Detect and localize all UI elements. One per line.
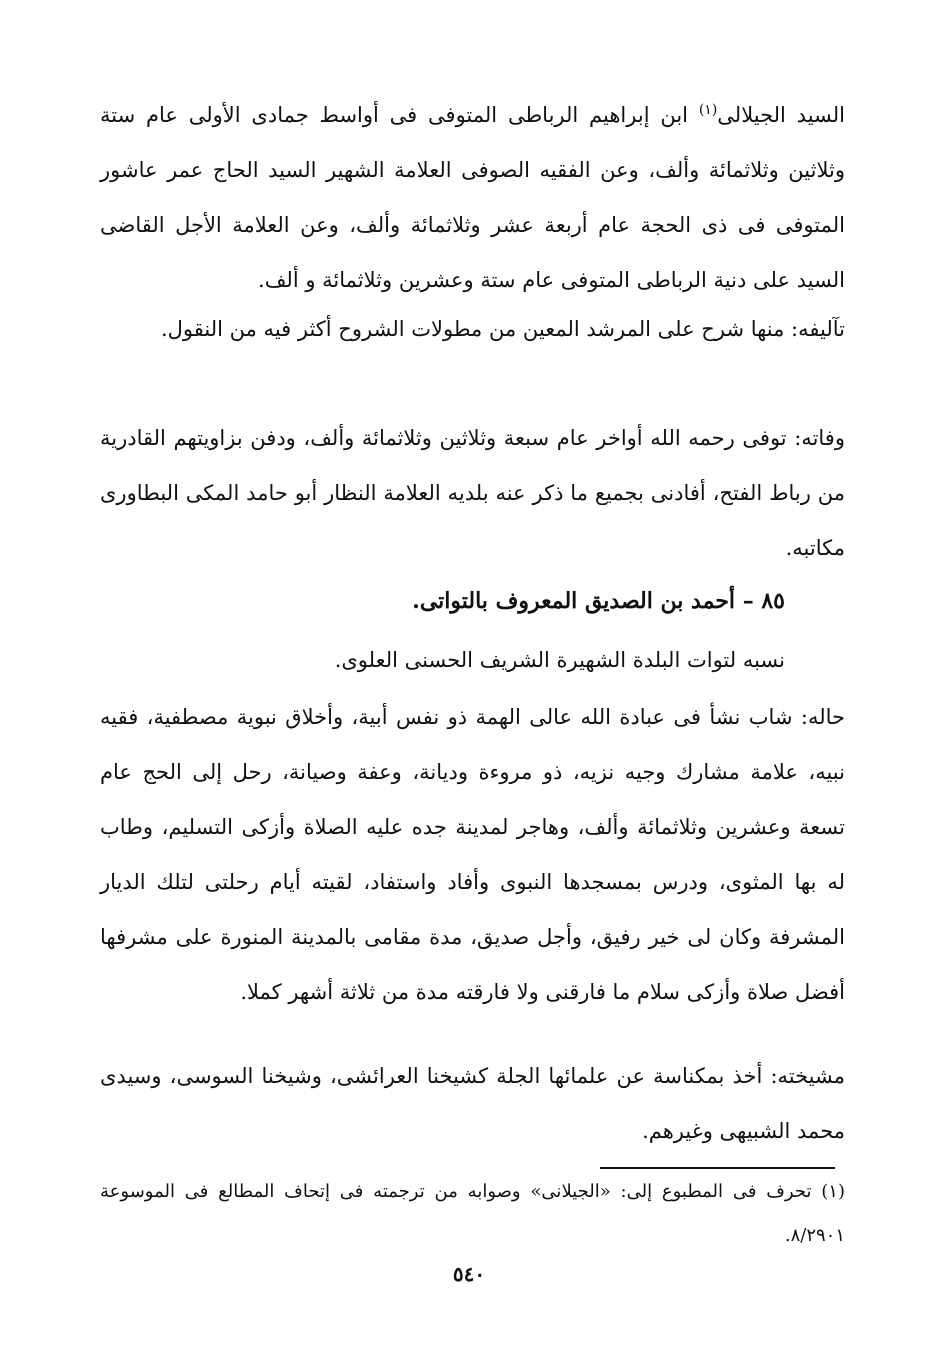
paragraph-teachers: مشيخته: أخذ بمكناسة عن علمائها الجلة كشيخنا العرائشى، وشيخنا السوسى، وسيدى محمد الشبيهى وغيرهم. [100,1064,845,1143]
footnote: (١) تحرف فى المطبوع إلى: «الجيلانى» وصوابه من ترجمته فى إتحاف المطالع فى الموسوعة ٨/٢٩٠١. [100,1181,845,1246]
paragraph-1-rest: ابن إبراهيم الرباطى المتوفى فى أواسط جمادى الأولى عام ستة وثلاثين وثلاثمائة وألف، وعن الفقيه الصوفى العلامة الشهير السيد الحاج عمر عاشور المتوفى فى ذى الحجة عام أربعة عشر وثلاثمائة وألف، وعن العلامة الأجل القاضى السيد على دنية الرباطى المتوفى عام ستة وعشرين وثلاثمائة و ألف. [100,103,845,292]
page-number: ٥٤٠ [452,1262,486,1286]
paragraph-death: وفاته: توفى رحمه الله أواخر عام سبعة وثلاثين وثلاثمائة وألف، ودفن بزاويتهم القادرية من رباط الفتح، أفادنى بجميع ما ذكر عنه بلديه العلامة النظار أبو حامد المكى البطاورى مكاتبه. [100,426,845,560]
paragraph-biography: حاله: شاب نشأ فى عبادة الله عالى الهمة ذو نفس أبية، وأخلاق نبوية مصطفية، فقيه نبيه، علامة مشارك وجيه نزيه، ذو مروءة وديانة، وعفة وصيانة، رحل إلى الحج عام تسعة وعشرين وثلاثمائة وألف، وهاجر لمدينة جده عليه الصلاة وأزكى التسليم، وطاب له بها المثوى، ودرس بمسجدها النبوى وأفاد واستفاد، لقيته أيام رحلتى لتلك الديار المشرفة وكان لى خير رفيق، وأجل صديق، مدة مقامى بالمدينة المنورة على مشرفها أفضل صلاة وأزكى سلام ما فارقنى ولا فارقته مدة من ثلاثة أشهر كملا. [100,705,845,1004]
entry-heading: ٨٥ – أحمد بن الصديق المعروف بالتواتى. [412,588,785,614]
footnote-marker: (١) [698,102,718,118]
paragraph-lineage: نسبه لتوات البلدة الشهيرة الشريف الحسنى العلوى. [334,648,785,672]
paragraph-1-start: السيد الجيلالى [717,103,845,127]
footnote-divider [600,1167,835,1169]
paragraph-1 [100,88,845,308]
paragraph-works: تآليفه: منها شرح على المرشد المعين من مطولات الشروح أكثر فيه من النقول. [161,317,845,341]
